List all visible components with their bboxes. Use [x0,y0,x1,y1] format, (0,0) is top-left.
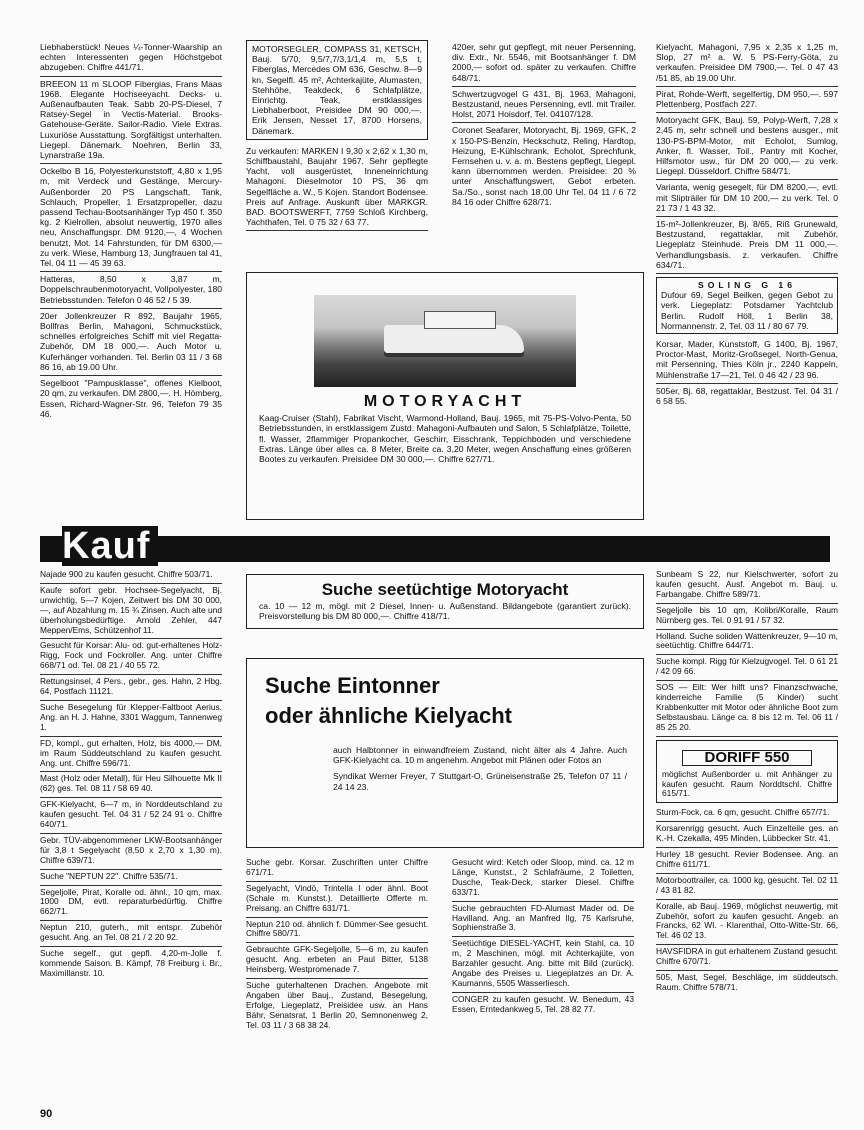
wanted-ad: HAVSFIDRA in gut erhaltenem Zustand gesucht. Chiffre 670/71. [656,945,838,971]
classified-ad: 420er, sehr gut gepflegt, mit neuer Persenning, div. Extr., Nr. 5546, mit Bootsanhänger f. DM 2000,— sofort od. später zu verkaufen. Chiffre 648/71. [452,40,636,87]
wanted-ad: Sunbeam S 22, nur Kielschwerter, sofort zu kaufen gesucht. Ausf. Angebot m. Bauj. u. Farbangabe. Chiffre 589/71. [656,568,838,604]
wanted-ad: Suche Besegelung für Klepper-Faltboot Aerius. Ang. an H. J. Hahne, 3301 Waggum, Tannenweg 1. [40,701,222,737]
classified-ad: Kielyacht, Mahagoni, 7,95 x 2,35 x 1,25 m, Slop, 27 m² a. W. 5 PS-Ferry-Göta, zu verkaufen. Preisidee DM 7900,—. Tel. 0 47 43 /51 85, ab 19.00 Uhr. [656,40,838,87]
soling-heading: SOLING G 16 [698,280,796,291]
motoryacht-ad [246,272,644,520]
wanted-ad: Koralle, ab Bauj. 1969, möglichst neuwertig, mit Zubehör, sofort zu kaufen gesucht. Angeb. an Francks, 62 WI. - Klarenthal, Otto-Witte-Str. 66, Tel. 46 02 13. [656,900,838,946]
kauf-column-3 [452,856,634,1018]
classified-ad: BREEON 11 m SLOOP Fibergias, Frans Maas 1968. Elegante Hochseeyacht. Decks- u. Außenaufbauten Teak. Sabb 20-PS-Diesel, 7 Ratsey-Segel in Vectis-Material. Brooks-Gatehouse-Geräte. Sailor-Radio. Viele Extras. Luxuriöse Ausstattung. Sorgfältigst unterhalten. Liegepl. Dänemark. Noehren, Berlin 33, Lynarstraße 19a. [40,77,222,165]
column-2 [246,40,428,231]
wanted-ad: Segelyacht, Vindö, Trintella I oder ähnl. Boot (Schale m. Kunstst.). Detaillierte Offerte m. Preisang. an Chiffre 631/71. [246,882,428,918]
wanted-ad: SOS — Eilt: Wer hilft uns? Finanzschwache, kinderreiche Familie (5 Kinder) sucht Krabbenkutter mit Motor oder ähnliche Boot zum Selbstausbau. Länge ca. 8 bis 12 m. Tel. 06 11 / 85 25 20. [656,681,838,737]
wanted-ad: Kaufe sofort gebr. Hochsee-Segelyacht, Bj. unwichtig, 5—7 Kojen, Zeitwert bis DM 30 000,—, auf Abzahlung m. 15 ¾ Zinsen. Auch alte und überholungsbedürftige. Arnold Zehler, 447 Meppen/Ems, Schützenhof 11. [40,584,222,640]
wanted-ad: Gebrauchte GFK-Segeljolle, 5—6 m, zu kaufen gesucht. Ang. erbeten an Paul Bitter, 5138 Heinsberg, Westpromenade 7. [246,943,428,979]
wanted-ad: Segeljolle, Pirat, Koralle od. ähnl., 10 qm, max. 1000 DM, evtl. reparaturbedürftig. Chiffre 662/71. [40,886,222,922]
motoryacht-wanted-ad: Suche seetüchtige Motoryacht ca. 10 — 12 m, mögl. mit 2 Diesel, Innen- u. Außenstand. Bildangebote (garantiert zurück). Preisvorstellung bis DM 80 000,—. Chiffre 418/71. [246,574,644,629]
kauf-column-4 [656,568,838,996]
wanted-ad: Gesucht wird: Ketch oder Sloop, mind. ca. 12 m Länge, Kunstst., 2 Schlafräume, 2 Toiletten, Dusche, Teak-Deck, starker Diesel. Chiffre 633/71. [452,856,634,902]
wanted-ad: Sturm-Fock, ca. 6 qm, gesucht. Chiffre 657/71. [656,806,838,822]
column-3 [452,40,636,210]
wanted-ad: Seetüchtige DIESEL-YACHT, kein Stahl, ca. 10 m, 2 Maschinen, mögl. mit Achterkajüte, von Barzahler gesucht. Ang. bitte mit Bild (zurück). Angabe des Preises u. Liegeplatzes an Dr. A. Kaumanns, 5505 Wasserliesch. [452,937,634,993]
wanted-ad: Gesucht für Korsar: Alu- od. gut-erhaltenes Holz-Rigg, Fock und Fockroller. Ang. unter Chiffre 668/71 od. Tel. 08 21 / 40 55 72. [40,639,222,675]
classified-ad: Varianta, wenig gesegelt, für DM 8200,—, evtl. mit Slipträiler für DM 10 200,— zu verk. Tel. 0 21 73 / 1 43 32. [656,180,838,217]
classified-ad: Pirat, Rohde-Werft, segelfertig, DM 950,—. 597 Plettenberg, Postfach 227. [656,87,838,113]
classified-ad: 20er Jollenkreuzer R 892, Baujahr 1965, Bollfras Berlin, Mahagoni, Schmuckstück, schnelles erfolgreiches Schiff mit viel Regatta-Zubehör, DM 18 000,—. Auch Motor u. Kuferhänger vorhanden. Tel. Berlin 03 11 / 3 68 86 16, ab 19.00 Uhr. [40,309,222,376]
motoryacht-text: Kaag-Cruiser (Stahl), Fabrikat Vischt, Warmond-Holland, Bauj. 1965, mit 75-PS-Volvo-Penta, 50 Betriebsstunden, in erstklassigem Zustd. Mahagoni-Aufbauten und Salon, 5 Schlafplätze, Toilette, fl. Wasser, 2flammiger Propankocher, Geschirr, Eisschrank, Teppichboden und verschiedene Extras. Länge über alles ca. 8 Meter, Breite ca. 3,20 Meter, wegen Anschaffung eines größeren Bootes zu verkaufen. Preisidee DM 30 000,—. Chiffre 627/71. [259,413,631,465]
wanted-ad: Segeljolle bis 10 qm, Kolibri/Koralle, Raum Nürnberg ges. Tel. 0 91 91 / 57 32. [656,604,838,630]
kauf-column-1 [40,568,222,982]
wanted-ad: Suche kompl. Rigg für Kielzugvogel. Tel. 0 61 21 / 42 09 66. [656,655,838,681]
wanted-ad: Suche "NEPTUN 22". Chiffre 535/71. [40,870,222,886]
wanted-ad: Mast (Holz oder Metall), für Heu Silhouette Mk II (62) ges. Tel. 08 11 / 58 69 40. [40,772,222,798]
column-1 [40,40,222,422]
boat-cabin [424,311,496,329]
wanted-ad: Suche gebrauchten FD-Alumast Mader od. De Havilland. Ang. an Manfred Ilg, 75 Karlsruhe, Sophienstraße 3. [452,902,634,938]
classified-ad: Segelboot "Pampusklasse", offenes Kielboot, 20 qm, zu verkaufen. DM 2800,—. H. Hömberg, Essen, Richard-Wagner-Str. 96, Telefon 79 35 46. [40,378,222,419]
wanted-ad: CONGER zu kaufen gesucht. W. Benedum, 43 Essen, Erntedankweg 5, Tel. 28 82 77. [452,993,634,1014]
motoryacht-wanted-heading: Suche seetüchtige Motoryacht [321,580,569,599]
boat-hull [384,325,524,353]
wanted-ad: Korsarenrigg gesucht. Auch Einzelteile ges. an K.-H. Czekalla, 495 Minden, Lübbecker Str. 41. [656,822,838,848]
kauf-section-heading: Kauf [62,526,158,566]
eintonner-line-1: Suche Eintonner [265,673,440,698]
classified-ad: Motoryacht GFK, Bauj. 59, Polyp-Werft, 7,28 x 2,45 m, sehr schnell und bestens ausger., mit 130-PS-BPM-Motor, mit Echolot, Sumlog, Anker, fl. Wasser, Toil., Pantry mit Kocher, Hilfsmotor usw., für DM 20 000,— zu verk. Liegepl. Düsseldorf. Chiffre 584/71. [656,113,838,180]
classified-ad: Hatteras, 8,50 x 3,87 m, Doppelschraubenmotoryacht, Vollpolyester, 180 Betriebsstunden. Telefon 0 46 52 / 5 39. [40,272,222,309]
wanted-ad: Hurley 18 gesucht. Revier Bodensee. Ang. an Chiffre 611/71. [656,848,838,874]
doriff-ad: DORIFF 550 möglichst Außenborder u. mit Anhänger zu kaufen gesucht. Raum Norddtschl. Chiffre 615/71. [656,740,838,804]
eintonner-line-2: oder ähnliche Kielyacht [265,703,512,728]
classified-ad: Ockelbo B 16, Polyesterkunststoff, 4,80 x 1,95 m, mit Verdeck und Gestänge, Mercury-Außenborder 20 PS Langschaft, Tank, Schlauch, Propeller, 1 Ersatzpropeller, dazu passend Techau-Bootsanhänger Typ 450 f. 350 kg. 2 Kielrollen, absolut neuwertig, 1970 alles neu, Anschaffungspr. DM 9120,—, 4 Wochen benutzt, Mot. 14 Fahrstunden, für DM 6300,— zu verk. Wiese, Hamburg 13, Jungfrauen tal 41, Tel. 04 11 — 45 39 63. [40,164,222,272]
boxed-ad: MOTORSEGLER, COMPASS 31, KETSCH, Bauj. 5/70, 9,5/7,7/3,1/1,4 m, 5,5 t, Fiberglas, Mercedes OM 636, Geschw. 8—9 kn, Segelfl. 45 m², Achterkajüte, Alumasten, Stehhöhe, Teakdeck, 6 Schlafplätze, Einrichtg. Teak, erstklassiges Liebhaberboot, Preisidee DM 90 000,—. Erik Jensen, Nesset 17, 8700 Horsens, Dänemark. [246,40,428,140]
wanted-ad: Rettungsinsel, 4 Pers., gebr., ges. Hahn, 2 Hbg. 64, Postfach 11121. [40,675,222,701]
wanted-ad: Holland. Suche soliden Wattenkreuzer, 9—10 m, seetüchtig. Chiffre 644/71. [656,630,838,656]
motoryacht-heading: MOTORYACHT [363,393,527,410]
classified-ad: Zu verkaufen: MARKEN I 9,30 x 2,62 x 1,30 m, Schiffbaustahl, Baujahr 1967. Sehr gepflegte Yacht, voll ausgerüstet, Inneneinrichtung Mahagoni. Dieselmotor 10 PS, 36 qm Segelfläche a. W., 5 Kojen. Standort Bodensee. Preis auf Anfrage. Auskunft über MARKGR. BAD. BOOTSWERFT, 7759 Schloß Kirchberg, Yachthafen, Tel. 0 75 32 / 63 77. [246,144,428,232]
wanted-ad: Motorboottrailer, ca. 1000 kg, gesucht. Tel. 02 11 / 43 81 82. [656,874,838,900]
wanted-ad: 505, Mast, Segel, Beschläge, im süddeutsch. Raum. Chiffre 578/71. [656,972,838,992]
column-4 [656,40,838,409]
wanted-ad: Suche guterhaltenen Drachen. Angebote mit Angaben über Bauj., Zustand, Besegelung, Erfolge, Liegeplatz, Preisidee usw. an Hans Bähr, Senatsrat, 1 Berlin 20, Semnonenweg 2, Tel. 03 11 / 3 68 38 24. [246,980,428,1030]
wanted-ad: Suche segelf., gut gepfl. 4,20-m-Jolle f. kommende Saison. B. Kämpf, 78 Freiburg i. Br., Maximillanstr. 10. [40,948,222,978]
classified-ad: Korsar, Mader, Kunststoff, G 1400, Bj. 1967, Proctor-Mast, Moritz-Großsegel, North-Genua, mit Persenning, Thies Köln jr., 2240 Kappeln, Mühlenstraße 17—21, Tel. 0 46 42 / 23 96. [656,337,838,384]
eintonner-ad: Suche Eintonner oder ähnliche Kielyacht auch Halbtonner in einwandfreiem Zustand, nicht älter als 4 Jahre. Auch GFK-Kielyacht ca. 10 m angenehm. Angebot mit Plänen oder Fotos an Syndikat Werner Freyer, 7 Stuttgart-O, Grüneisenstraße 25, Telefon 07 11 / 24 14 23. [246,658,644,848]
wanted-ad: FD, kompl., gut erhalten, Holz, bis 4000,— DM, im Raum Süddeutschland zu kaufen gesucht. Ang. unt. Chiffre 596/71. [40,737,222,773]
wanted-ad: Najade 900 zu kaufen gesucht. Chiffre 503/71. [40,568,222,584]
classified-ad: Liebhaberstück! Neues ¼-Tonner-Waarship an echten Interessenten gegen Höchstgebot abzugeben. Chiffre 441/71. [40,40,222,77]
soling-ad: SOLING G 16 Dufour 69, Segel Beilken, gegen Gebot zu verk. Liegeplatz: Potsdamer Yachtclub Berlin. Rudolf Höll, 1 Berlin 38, Normannenstr. 2, Tel. 03 11 / 80 67 79. [656,277,838,334]
wanted-ad: Suche gebr. Korsar. Zuschriften unter Chiffre 671/71. [246,856,428,882]
kauf-section-bar [40,536,830,562]
boat-photo [314,295,576,387]
wanted-ad: Neptun 210 od. ähnlich f. Dümmer-See gesucht. Chiffre 580/71. [246,918,428,944]
classified-ad: 15-m²-Jollenkreuzer, Bj. 8/65, Riß Grunewald, Bestzustand, regattaklar, mit Zubehör, Liegeplatz Steinhude. Preis DM 11 000,—. Verhandlungsbasis. z. verkaufen. Chiffre 634/71. [656,217,838,274]
wanted-ad: Neptun 210, guterh., mit entspr. Zubehör gesucht. Ang. an Tel. 08 21 / 2 20 92. [40,921,222,947]
wanted-ad: Gebr. TÜV-abgenommener LKW-Bootsanhänger für 3,8 t Segelyacht (8,50 x 2,70 x 1,30 m). Chiffre 639/71. [40,834,222,870]
classified-ad: Coronet Seafarer, Motoryacht, Bj. 1969, GFK, 2 x 150-PS-Benzin, Heckschutz, Reling, Hardtop, Heizung, E-Kühlschrank, Echolot, Sprechfunk, Fernsehen u. v. a. m. Bestens gepflegt, Liegepl. kann übernommen werden. Preisidee: 20 % unter Anschaffungswert, Gebot erbeten. Sa./So., sonst nach 18.00 Uhr Tel. 04 11 / 6 72 84 16 oder Chiffre 628/71. [452,125,636,207]
kauf-column-2 [246,856,428,1034]
wanted-ad: GFK-Kielyacht, 6—7 m, in Norddeutschland zu kaufen gesucht. Tel. 04 31 / 52 24 91 o. Chiffre 640/71. [40,798,222,834]
classified-ad: Schwertzugvogel G 431, Bj. 1963, Mahagoni, Bestzustand, neues Persenning, evtl. mit Trailer. Holst, 2071 Hoisdorf, Tel. 04107/128. [452,87,636,124]
doriff-heading: DORIFF 550 [682,750,812,766]
classified-ad: 505er, Bj. 68, regattaklar, Bestzust. Tel. 04 31 / 6 58 55. [656,385,838,407]
page-number: 90 [40,1108,53,1120]
